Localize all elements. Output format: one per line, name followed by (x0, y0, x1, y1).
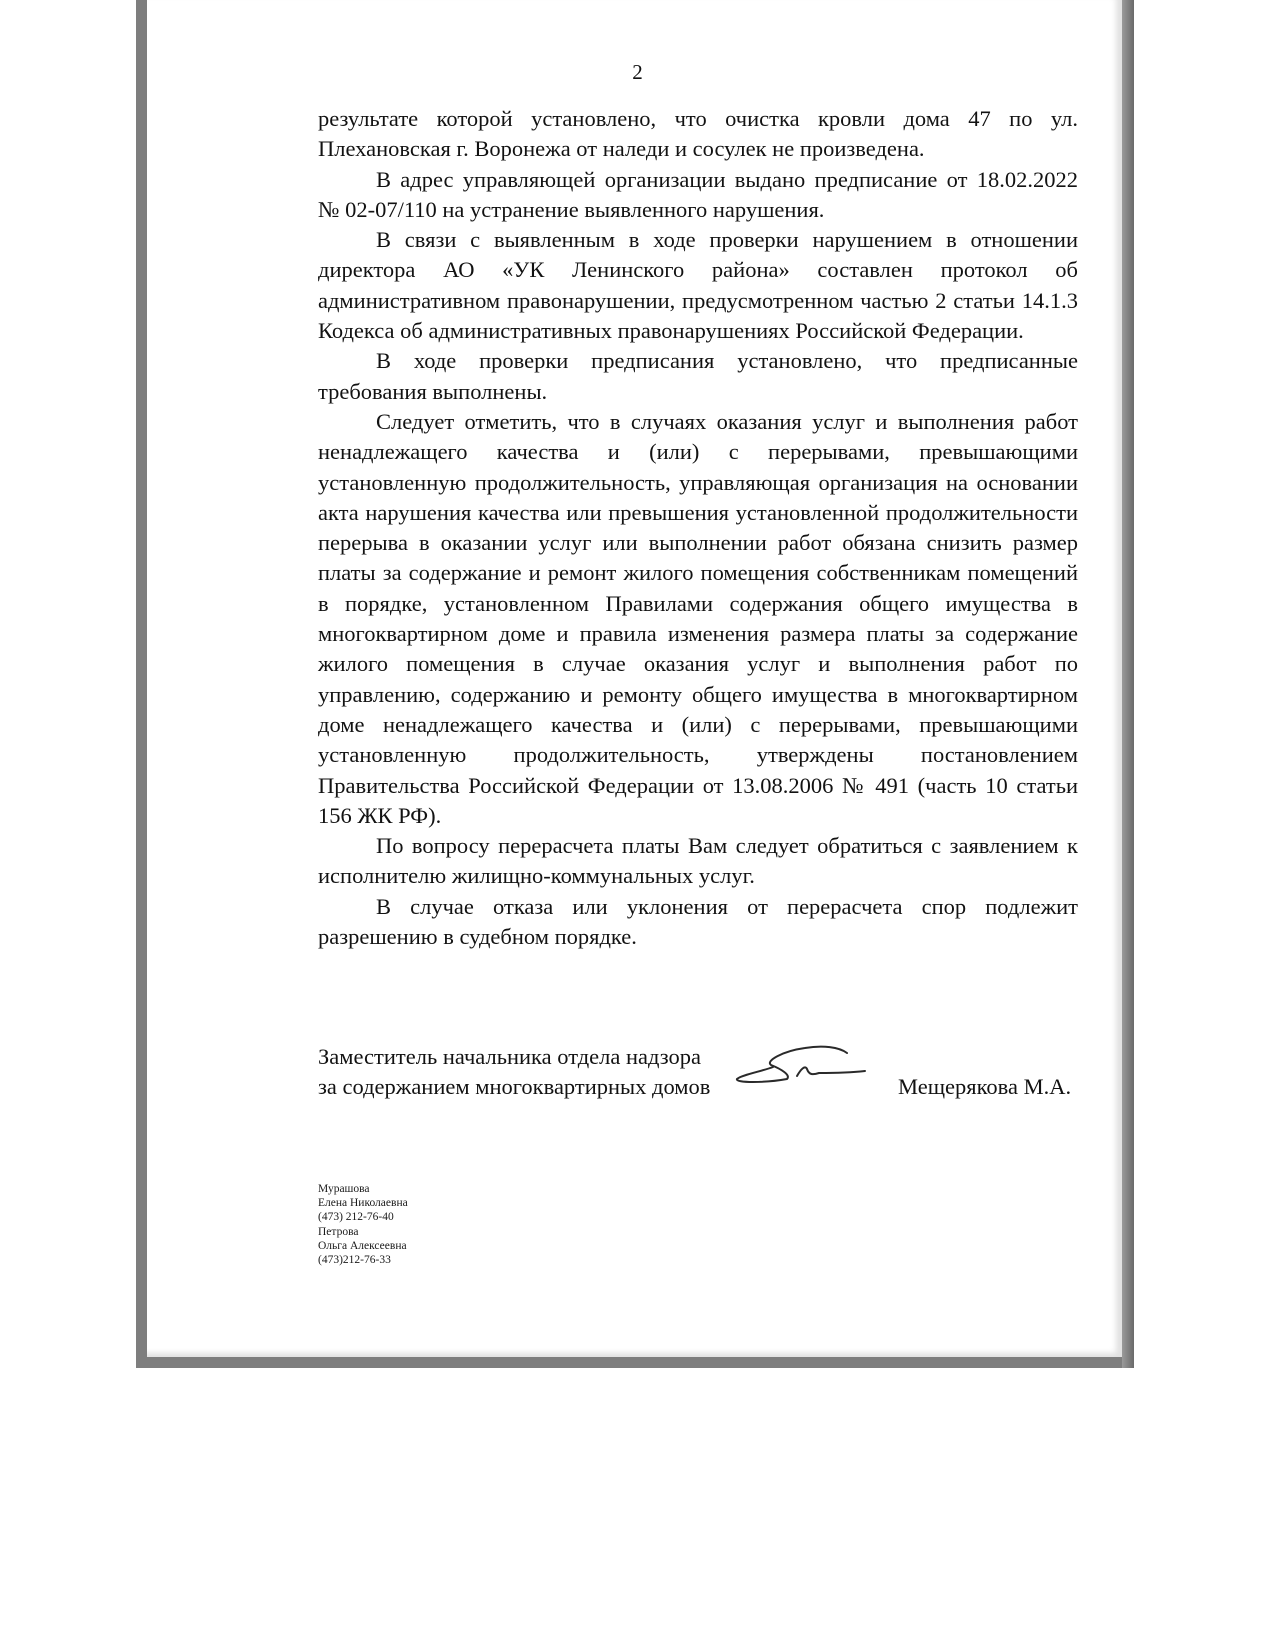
paragraph-1: результате которой установлено, что очистка кровли дома 47 по ул. Плехановская г. Воронежа от наледи и сосулек не произведена. (318, 106, 1078, 162)
contact-line: (473)212-76-33 (318, 1254, 391, 1267)
letter-body (318, 104, 1078, 952)
contact-line: Ольга Алексеевна (318, 1239, 407, 1252)
signer-name: Мещерякова М.А. (898, 1074, 1072, 1099)
contact-line: Елена Николаевна (318, 1197, 408, 1210)
paragraph-2: В адрес управляющей организации выдано предписание от 18.02.2022 № 02-07/110 на устранение выявленного нарушения. (318, 166, 1078, 222)
contact-line: Мурашова (318, 1183, 370, 1195)
paragraph-6: По вопросу перерасчета платы Вам следует обратиться с заявлением к исполнителю жилищно-коммунальных услуг. (318, 833, 1078, 889)
page-number: 2 (632, 60, 643, 84)
paragraph-7: В случае отказа или уклонения от перерасчета спор подлежит разрешению в судебном порядке. (318, 893, 1078, 950)
signer-position-line2: за содержанием многоквартирных домов (318, 1074, 711, 1099)
paragraph-4: В ходе проверки предписания установлено, что предписанные требования выполнены. (318, 348, 1078, 404)
sheet-shadow-edge (1122, 0, 1134, 1368)
contact-line: Петрова (318, 1225, 359, 1238)
executor-contacts (318, 1182, 408, 1267)
handwritten-signature (735, 1035, 870, 1095)
signer-position (318, 1042, 710, 1102)
signer-position-line1: Заместитель начальника отдела надзора (318, 1044, 701, 1069)
paragraph-3: В связи с выявленным в ходе проверки нарушением в отношении директора АО «УК Ленинского района» составлен протокол об административном правонарушении, предусмотренном частью 2 статьи 14.1.3 Кодекса об административных правонарушениях Российской Федерации. (318, 227, 1078, 344)
contact-line: (473) 212-76-40 (318, 1211, 394, 1224)
paragraph-5: Следует отметить, что в случаях оказания услуг и выполнения работ ненадлежащего качества и (или) с перерывами, превышающими установленную продолжительность, управляющая организация на основании акта нарушения качества или превышения установленной продолжительности перерыва в оказании услуг или выполнении работ обязана снизить размер платы за содержание и ремонт жилого помещения собственникам помещений в порядке, установленном Правилами содержания общего имущества в многоквартирном доме и правила изменения размера платы за содержание жилого помещения в случае оказания услуг и выполнения работ по управлению, содержанию и ремонту общего имущества в многоквартирном доме ненадлежащего качества и (или) с перерывами, превышающими установленную продолжительность, утверждены постановлением Правительства Российской Федерации от 13.08.2006 № 491 (часть 10 статьи 156 ЖК РФ). (318, 408, 1078, 828)
